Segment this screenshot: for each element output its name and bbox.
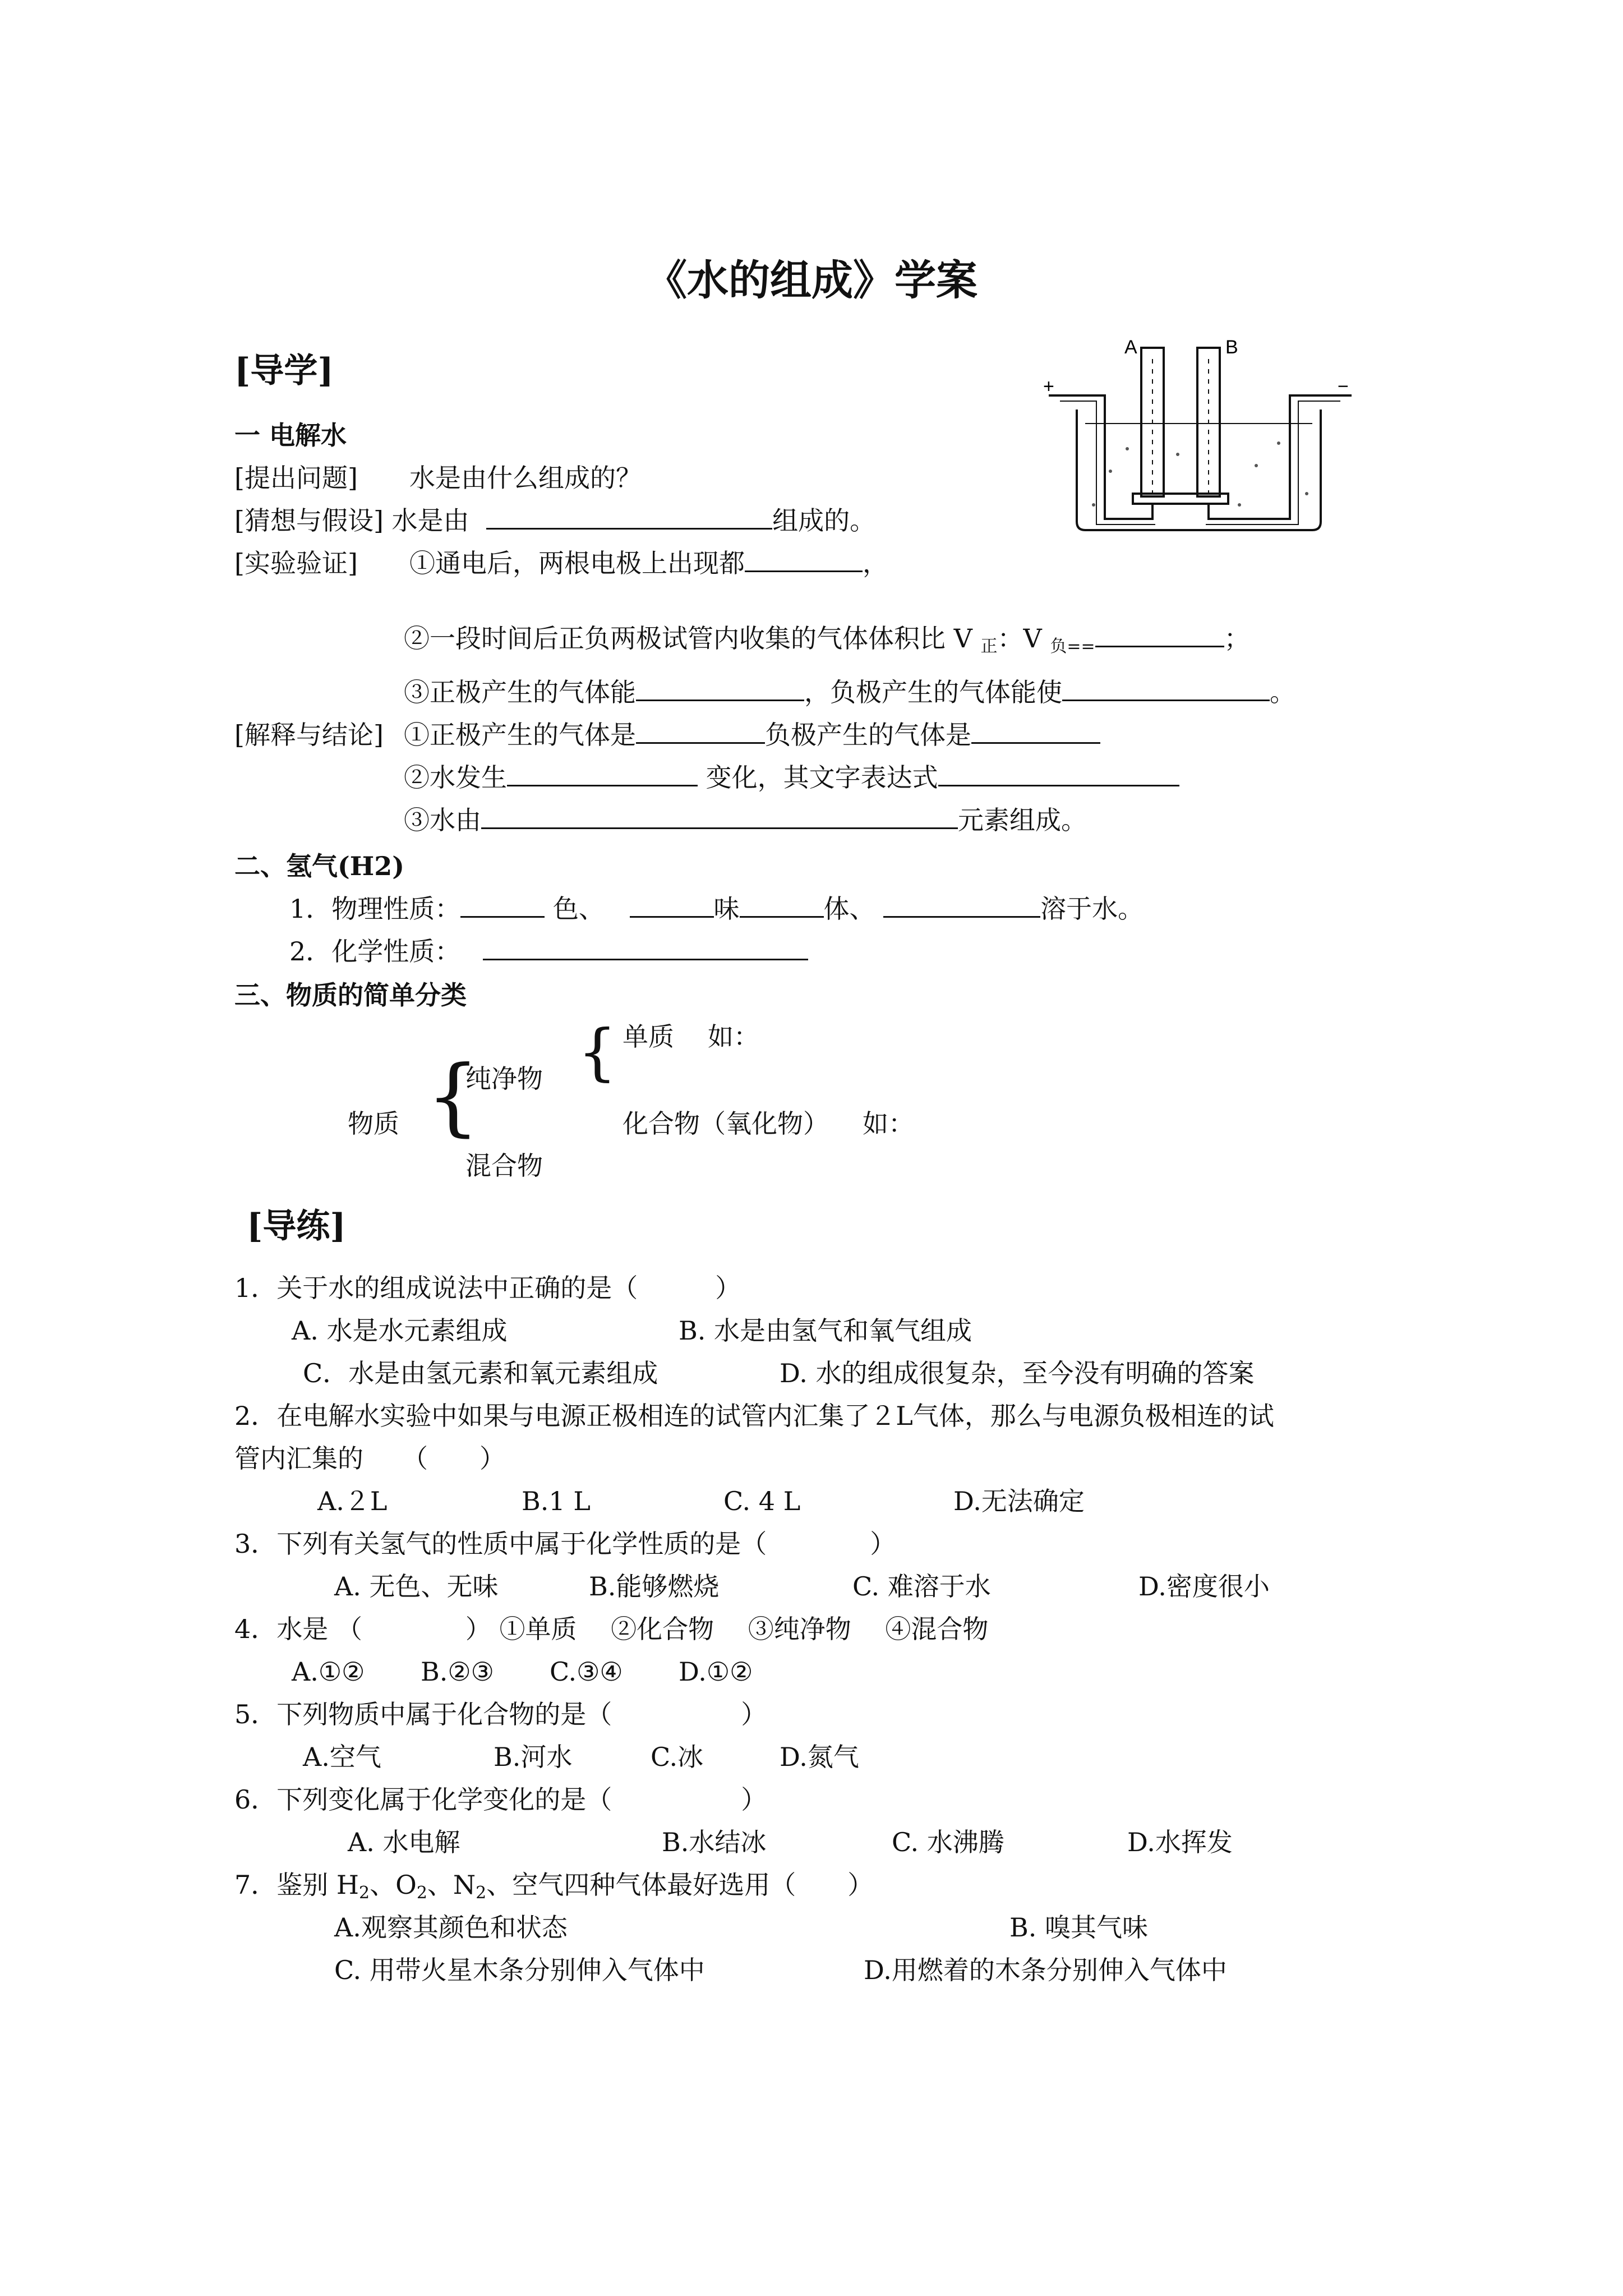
q7-stem-post: 、空气四种气体最好选用（ ） bbox=[486, 1870, 874, 1900]
blank-word-equation[interactable] bbox=[938, 762, 1179, 786]
q2-option-c[interactable]: C. 4 L bbox=[723, 1486, 801, 1516]
q7-option-a[interactable]: A.观察其颜色和状态 bbox=[334, 1912, 568, 1943]
compound-example: 如： bbox=[863, 1108, 914, 1139]
experiment-row-3 bbox=[404, 677, 1295, 708]
q4-option-d[interactable]: D.①② bbox=[679, 1657, 753, 1687]
q7-option-d[interactable]: D.用燃着的木条分别伸入气体中 bbox=[864, 1955, 1227, 1985]
q4-option-a[interactable]: A.①② bbox=[292, 1657, 365, 1687]
experiment-row-1 bbox=[409, 547, 888, 579]
q6-option-b[interactable]: B.水结冰 bbox=[662, 1827, 767, 1857]
subscript-negative: 负 bbox=[1050, 637, 1067, 656]
q2-stem-line2: 管内汇集的 （ ） bbox=[234, 1443, 505, 1474]
tube-a-label: A bbox=[1124, 337, 1137, 358]
q5-option-d[interactable]: D.氮气 bbox=[780, 1742, 859, 1772]
class-matter: 物质 bbox=[348, 1108, 399, 1139]
blank-hypothesis[interactable] bbox=[486, 505, 772, 530]
q5-option-b[interactable]: B.河水 bbox=[494, 1742, 573, 1772]
q3-option-b[interactable]: B.能够燃烧 bbox=[589, 1571, 720, 1602]
conclusion-row-3 bbox=[404, 804, 1087, 836]
conclusion-3-text: ③水由 bbox=[404, 805, 481, 835]
chemical-label: 2．化学性质： bbox=[289, 936, 461, 967]
q4-option-b[interactable]: B.②③ bbox=[421, 1657, 494, 1687]
hypothesis-label: [猜想与假设] bbox=[234, 505, 384, 536]
experiment-1-text: ①通电后，两根电极上出现都 bbox=[409, 548, 745, 578]
brace-pure-icon: { bbox=[578, 1016, 617, 1088]
hydrogen-chemical-row bbox=[289, 936, 808, 967]
question-label: [提出问题] bbox=[234, 463, 358, 493]
experiment-2-text: ②一段时间后正负两极试管内收集的气体体积比 V bbox=[404, 623, 981, 654]
hypothesis-row bbox=[234, 505, 875, 536]
blank-elements[interactable] bbox=[481, 805, 958, 829]
conclusion-2-mid: 变化，其文字表达式 bbox=[698, 762, 938, 793]
q7-option-b[interactable]: B. 嗅其气味 bbox=[1009, 1912, 1149, 1943]
experiment-1-post: ， bbox=[863, 548, 888, 578]
element-example: 如： bbox=[708, 1022, 759, 1052]
hypothesis-post: 组成的。 bbox=[772, 505, 876, 536]
q7-stem bbox=[234, 1869, 873, 1909]
blank-volume-ratio[interactable] bbox=[1095, 623, 1224, 647]
conclusion-1-mid: 负极产生的气体是 bbox=[765, 720, 971, 750]
section-electrolysis-heading: 一 电解水 bbox=[234, 420, 347, 450]
q7-stem-pre: 7．鉴别 H bbox=[234, 1870, 359, 1900]
blank-chemical-property[interactable] bbox=[483, 936, 808, 960]
q1-option-b[interactable]: B. 水是由氢气和氧气组成 bbox=[679, 1315, 972, 1346]
positive-terminal-label: + bbox=[1043, 376, 1054, 397]
physical-color: 色、 bbox=[545, 894, 613, 924]
negative-terminal-label: − bbox=[1338, 376, 1349, 397]
physical-odor: 味 bbox=[713, 894, 740, 924]
q3-option-c[interactable]: C. 难溶于水 bbox=[852, 1571, 991, 1602]
blank-electrode[interactable] bbox=[745, 548, 863, 572]
experiment-3-text: ③正极产生的气体能 bbox=[404, 677, 636, 707]
conclusion-2-text: ②水发生 bbox=[404, 762, 507, 793]
q2-option-a[interactable]: A.２L bbox=[317, 1486, 388, 1516]
q5-option-c[interactable]: C.冰 bbox=[651, 1742, 704, 1772]
q6-option-a[interactable]: A. 水电解 bbox=[348, 1827, 460, 1857]
blank-state[interactable] bbox=[740, 894, 824, 918]
blank-odor[interactable] bbox=[630, 894, 714, 918]
q7-sep-o: 、O bbox=[370, 1870, 417, 1900]
physical-label: 1．物理性质： bbox=[289, 894, 461, 924]
class-mixture: 混合物 bbox=[465, 1151, 543, 1181]
section-hydrogen-heading: 二、氢气(H2) bbox=[234, 851, 404, 881]
blank-change-type[interactable] bbox=[507, 762, 698, 786]
q1-option-d[interactable]: D. 水的组成很复杂，至今没有明确的答案 bbox=[780, 1358, 1255, 1388]
hydrogen-physical-row bbox=[289, 893, 1144, 924]
hypothesis-pre: 水是由 bbox=[391, 505, 469, 536]
q1-option-c[interactable]: C．水是由氢元素和氧元素组成 bbox=[303, 1358, 658, 1388]
q3-option-d[interactable]: D.密度很小 bbox=[1138, 1571, 1270, 1602]
conclusion-row-2 bbox=[404, 762, 1179, 793]
q4-stem: 4．水是 （ ） ①单质 ②化合物 ③纯净物 ④混合物 bbox=[234, 1614, 989, 1644]
section-classification-heading: 三、物质的简单分类 bbox=[234, 980, 467, 1010]
q7-sub-h: 2 bbox=[359, 1883, 370, 1903]
conclusion-1-text: ①正极产生的气体是 bbox=[404, 720, 636, 750]
q6-option-d[interactable]: D.水挥发 bbox=[1127, 1827, 1233, 1857]
guide-heading: [导学] bbox=[234, 351, 334, 390]
q1-stem: 1．关于水的组成说法中正确的是（ ） bbox=[234, 1273, 741, 1303]
q1-option-a[interactable]: A. 水是水元素组成 bbox=[292, 1315, 508, 1346]
conclusion-row-1 bbox=[404, 719, 1100, 751]
q5-stem: 5．下列物质中属于化合物的是（ ） bbox=[234, 1699, 767, 1729]
experiment-3-mid: ，负极产生的气体能使 bbox=[804, 677, 1062, 707]
subscript-positive: 正 bbox=[980, 637, 998, 656]
electrolysis-apparatus-diagram bbox=[1043, 337, 1357, 539]
q7-sub-o: 2 bbox=[416, 1883, 427, 1903]
page-title: 《水的组成》学案 bbox=[645, 256, 978, 305]
q2-option-d[interactable]: D.无法确定 bbox=[953, 1486, 1085, 1516]
q2-stem-line1: 2．在电解水实验中如果与电源正极相连的试管内汇集了２L气体，那么与电源负极相连的试 bbox=[234, 1401, 1274, 1431]
q6-stem: 6．下列变化属于化学变化的是（ ） bbox=[234, 1784, 767, 1815]
q6-option-c[interactable]: C. 水沸腾 bbox=[892, 1827, 1004, 1857]
q5-option-a[interactable]: A.空气 bbox=[303, 1742, 381, 1772]
class-element bbox=[623, 1021, 759, 1052]
brace-matter-icon: { bbox=[426, 1048, 480, 1145]
conclusion-3-post: 元素组成。 bbox=[958, 805, 1087, 835]
equals-sign: == bbox=[1067, 637, 1095, 656]
q7-option-c[interactable]: C. 用带火星木条分别伸入气体中 bbox=[334, 1955, 705, 1985]
experiment-2-mid: ：V bbox=[997, 623, 1050, 654]
physical-state: 体、 bbox=[823, 894, 884, 924]
tube-b-label: B bbox=[1225, 337, 1238, 358]
blank-color[interactable] bbox=[460, 894, 545, 918]
blank-negative-gas[interactable] bbox=[971, 720, 1100, 744]
experiment-2-post: ； bbox=[1224, 623, 1250, 654]
conclusion-label: [解释与结论] bbox=[234, 720, 384, 750]
experiment-row-2 bbox=[404, 623, 1250, 662]
blank-negative-gas-property[interactable] bbox=[1062, 677, 1270, 701]
q7-sep-n: 、N bbox=[427, 1870, 476, 1900]
q4-option-c[interactable]: C.③④ bbox=[550, 1657, 623, 1687]
blank-positive-gas[interactable] bbox=[636, 720, 765, 744]
physical-solubility: 溶于水。 bbox=[1040, 894, 1144, 924]
question-text: 水是由什么组成的？ bbox=[409, 463, 642, 493]
blank-positive-gas-property[interactable] bbox=[636, 677, 804, 701]
blank-solubility[interactable] bbox=[883, 894, 1040, 918]
practice-heading: [导练] bbox=[247, 1207, 346, 1246]
q3-stem: 3．下列有关氢气的性质中属于化学性质的是（ ） bbox=[234, 1529, 896, 1559]
class-compound bbox=[623, 1108, 914, 1139]
experiment-3-post: 。 bbox=[1270, 677, 1295, 707]
class-pure: 纯净物 bbox=[465, 1064, 543, 1094]
q2-option-b[interactable]: B.1 L bbox=[522, 1486, 591, 1516]
compound-label: 化合物（氧化物） bbox=[623, 1108, 829, 1139]
element-label: 单质 bbox=[623, 1022, 674, 1052]
q3-option-a[interactable]: A. 无色、无味 bbox=[334, 1571, 499, 1602]
q7-sub-n: 2 bbox=[476, 1883, 487, 1903]
experiment-label: [实验验证] bbox=[234, 548, 358, 578]
